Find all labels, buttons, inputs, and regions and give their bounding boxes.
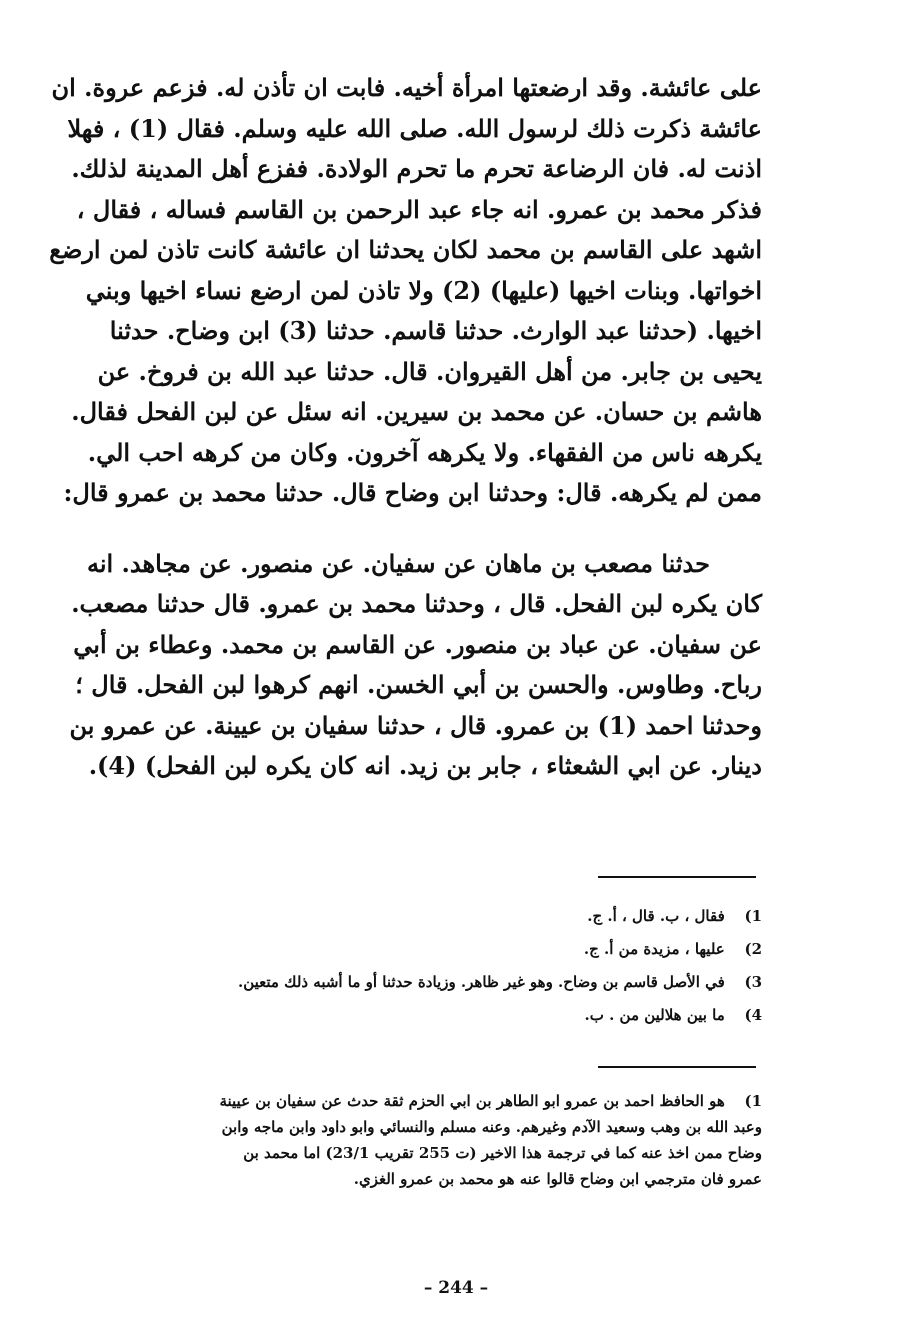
- text-line: عن سفيان. عن عباد بن منصور. عن القاسم بن محمد. وعطاء بن أبي: [73, 629, 762, 659]
- main-text: [49, 68, 762, 787]
- text-line: هاشم بن حسان. عن محمد بن سيرين. انه سئل عن لبن الفحل فقال.: [71, 397, 762, 426]
- footnote-line: وضاح ممن اخذ عنه كما في ترجمة هذا الاخير (ت 255 تقريب 23/1) اما محمد بن: [243, 1144, 762, 1162]
- text-line: اشهد على القاسم بن محمد لكان يحدثنا ان عائشة كانت تاذن لمن ارضع: [49, 235, 762, 264]
- text-line: اخواتها. وبنات اخيها (عليها) (2) ولا تاذن لمن ارضع نساء اخيها وبني: [85, 275, 762, 305]
- footnote-number: 1): [744, 907, 762, 925]
- footnote-item: [150, 900, 762, 933]
- text-line: عائشة ذكرت ذلك لرسول الله. صلى الله عليه وسلم. فقال (1) ، فهلا: [67, 113, 762, 143]
- footnote-item: [150, 933, 762, 966]
- text-line: يحيى بن جابر. من أهل القيروان. قال. حدثنا عبد الله بن فروخ. عن: [97, 356, 762, 386]
- text-line: ممن لم يكرهه. قال: وحدثنا ابن وضاح قال. حدثنا محمد بن عمرو قال:: [63, 478, 762, 507]
- footnote-number: 1): [744, 1092, 762, 1110]
- footnote-line: عمرو فان مترجمي ابن وضاح قالوا عنه هو محمد بن عمرو الغزي.: [353, 1170, 762, 1188]
- footnote-text: في الأصل قاسم بن وضاح. وهو غير ظاهر. وزيادة حدثنا أو ما أشبه ذلك متعين.: [237, 973, 725, 991]
- footnote-text: هو الحافظ احمد بن عمرو ابو الطاهر بن ابي الحزم ثقة حدث عن سفيان بن عيينة: [219, 1092, 725, 1110]
- text-line: كان يكره لبن الفحل. قال ، وحدثنا محمد بن عمرو. قال حدثنا مصعب.: [71, 589, 762, 618]
- biographical-footnote: [100, 1088, 762, 1192]
- text-line: وحدثنا احمد (1) بن عمرو. قال ، حدثنا سفيان بن عيينة. عن عمرو بن: [69, 710, 762, 740]
- footnote-text: فقال ، ب. قال ، أ. ج.: [587, 907, 725, 925]
- text-line: دينار. عن ابي الشعثاء ، جابر بن زيد. انه كان يكره لبن الفحل) (4).: [88, 751, 762, 780]
- text-line: فذكر محمد بن عمرو. انه جاء عبد الرحمن بن القاسم فساله ، فقال ،: [76, 194, 762, 224]
- editorial-footnotes: [150, 900, 762, 1032]
- footnote-item: [150, 999, 762, 1032]
- footnote-item: [150, 966, 762, 999]
- text-line: اذنت له. فان الرضاعة تحرم ما تحرم الولادة. ففزع أهل المدينة لذلك.: [71, 154, 762, 183]
- footnote-number: 2): [744, 940, 762, 958]
- footnote-line: [100, 1088, 762, 1114]
- text-line: اخيها. (حدثنا عبد الوارث. حدثنا قاسم. حدثنا (3) ابن وضاح. حدثنا: [109, 316, 762, 345]
- paragraph-1: [49, 68, 762, 514]
- footnote-divider: [598, 876, 756, 878]
- paragraph-gap: [100, 514, 762, 544]
- page-number: – 244 –: [423, 1278, 489, 1298]
- text-line: يكرهه ناس من الفقهاء. ولا يكرهه آخرون. وكان من كرهه احب الي.: [87, 437, 762, 467]
- footnote-line: وعبد الله بن وهب وسعيد الآدم وغيرهم. وعنه مسلم والنسائي وابو داود وابن ماجه وابن: [221, 1118, 762, 1136]
- footnote-text: ما بين هلالين من . ب.: [584, 1006, 725, 1024]
- footnote-divider: [598, 1066, 756, 1068]
- footnote-number: 4): [744, 1006, 762, 1024]
- footnote-number: 3): [744, 973, 762, 991]
- paragraph-2: [69, 544, 762, 787]
- footnote-text: عليها ، مزيدة من أ. ج.: [583, 940, 725, 958]
- text-line: رباح. وطاوس. والحسن بن أبي الخسن. انهم كرهوا لبن الفحل. قال ؛: [75, 670, 762, 699]
- text-line: حدثنا مصعب بن ماهان عن سفيان. عن منصور. عن مجاهد. انه: [86, 548, 710, 578]
- text-line: على عائشة. وقد ارضعتها امرأة أخيه. فابت ان تأذن له. فزعم عروة. ان: [51, 73, 762, 102]
